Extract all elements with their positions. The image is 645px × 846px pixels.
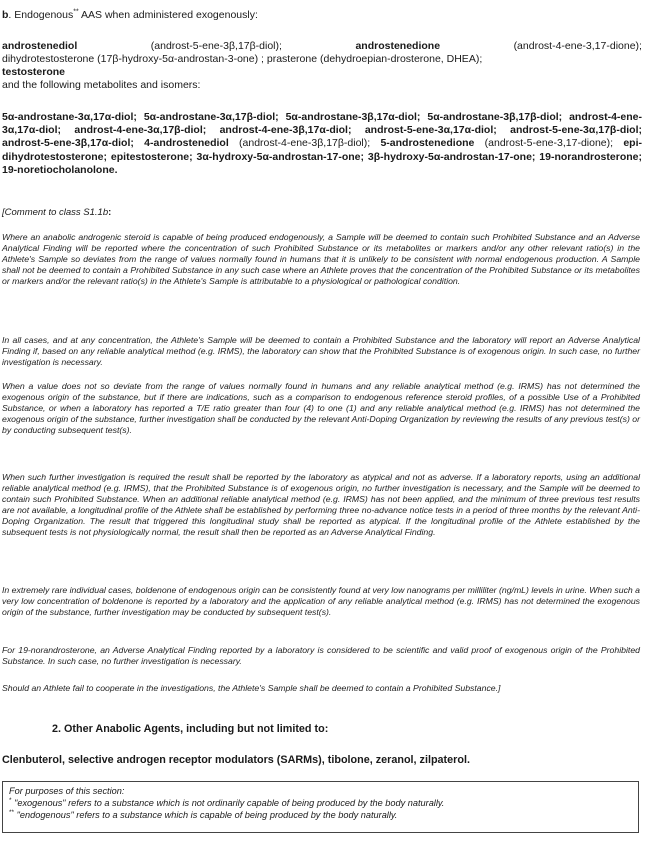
substance-testosterone: testosterone <box>2 66 66 78</box>
substance-row-1 <box>2 40 642 53</box>
footnote-intro: For purposes of this section: <box>9 786 125 796</box>
substance-androstenediol: androstenediol <box>2 40 78 52</box>
comment-paragraph: Should an Athlete fail to cooperate in the investigations, the Athlete's Sample shall be deemed to contain a Prohibited Substance.] <box>2 683 501 693</box>
isomer-4-androstenediol: 4-androstenediol <box>144 137 229 150</box>
footnote-marker-2: ** <box>9 808 15 816</box>
comment-paragraph: When such further investigation is required the result shall be reported by the laboratory as atypical and not as adverse. If a laboratory reports, using an additional reliable analytical method (e.g. IRMS), that the Prohibited Substance is of exogenous origin, no further investigation is necessary, and the Sample will be deemed to contain such Prohibited Substance. When an additional reliable analytical method (e.g. IRMS) has not been applied, and the minimum of three previous test results are not available, a longitudinal profile of the Athlete shall be established by performing three no-advance notice tests in a period of three months by the relevant Anti-Doping Organization. The result that triggered this longitudinal study shall be reported as atypical. If the longitudinal profile of the Athlete established by the subsequent tests is not physiologically normal, the result shall then be reported as an Adverse Analytical Finding. <box>2 472 640 538</box>
chem-5-androstenedione: (androst-5-ene-3,17-dione); <box>474 137 624 150</box>
chem-dihydrotestosterone: (17β-hydroxy-5α-androstan-3-one) <box>97 53 259 65</box>
isomer-5-androstenedione: 5-androstenedione <box>380 137 475 150</box>
substance-dihydrotestosterone: dihydrotestosterone <box>2 53 95 65</box>
chem-androstenedione: (androst-4-ene-3,17-dione); <box>513 40 642 52</box>
heading-marker: ** <box>73 8 79 16</box>
comment-paragraph: In all cases, and at any concentration, the Athlete's Sample will be deemed to contain a Prohibited Substance and the laboratory will report an Adverse Analytical Finding if, based on any reliable analytical method (e.g. IRMS), the laboratory can show that the Prohibited Substance is of exogenous origin. In such case, no further investigation is necessary. <box>2 335 640 368</box>
substance-prasterone: prasterone <box>266 53 318 65</box>
section-heading-b <box>2 8 258 22</box>
comment-title: [Comment to class S1.1b: <box>2 207 112 218</box>
comment-paragraph: For 19-norandrosterone, an Adverse Analytical Finding reported by a laboratory is considered to be scientific and valid proof of exogenous origin of the Prohibited Substance. In such case, no further investigation is necessary. <box>2 645 640 667</box>
substance-list <box>2 40 642 92</box>
footnote-exogenous: * "exogenous" refers to a substance which is not ordinarily capable of being produced by the body naturally. <box>9 796 445 808</box>
section-2-substance-list: Clenbuterol, selective androgen receptor modulators (SARMs), tibolone, zeranol, zilpaterol. <box>2 754 470 766</box>
footnote-endogenous: ** "endogenous" refers to a substance which is capable of being produced by the body naturally. <box>9 808 398 820</box>
comment-paragraph: When a value does not so deviate from the range of values normally found in humans and any reliable analytical method (e.g. IRMS) has not determined the exogenous origin of the substance, but if there are indications, such as a comparison to endogenous reference steroid profiles, of a possible Use of a Prohibited Substance, or when a laboratory has reported a T/E ratio greater than four (4) to one (1) and any reliable analytical method (e.g. IRMS) has not determined the exogenous origin of the substance, further investigation shall be conducted by the relevant Anti-Doping Organization by reviewing the results of any previous test(s) or by conducting subsequent test(s). <box>2 381 640 436</box>
heading-letter: b <box>2 9 9 21</box>
chem-androstenediol: (androst-5-ene-3β,17β-diol); <box>150 40 282 52</box>
metabolites-isomers-list <box>2 111 642 177</box>
isomers-part-1: 5α-androstane-3α,17α-diol; 5α-androstane-3α,17β-diol; 5α-androstane-3β,17α-diol; 5α-androstane-3β,17β-diol; androst-4-ene-3α,17α-diol; androst-4-ene-3α,17β-diol; androst-4-ene-3β,17α-diol; androst-5-ene-3α,17α-diol; androst-5-ene-3α,17β-diol; androst-5-ene-3β,17α-diol; <box>2 111 642 150</box>
chem-prasterone: (dehydroepian-drosterone, DHEA); <box>319 53 483 65</box>
substance-androstenedione: androstenedione <box>355 40 441 52</box>
chem-4-androstenediol: (androst-4-ene-3β,17β-diol); <box>228 137 381 150</box>
footnote-marker-1: * <box>9 796 12 804</box>
heading-text-after: AAS when administered exogenously: <box>78 9 258 21</box>
heading-text-before: . Endogenous <box>8 9 74 21</box>
isomers-part-2: epi-dihydrotestosterone; epitestosterone; 3α-hydroxy-5α-androstan-17-one; 3β-hydroxy-5α-androstan-17-one; 19-norandrosterone; 19-noretiocholanolone. <box>2 137 642 176</box>
section-2-heading: 2. Other Anabolic Agents, including but not limited to: <box>52 723 329 735</box>
substance-separator: ; <box>261 53 264 65</box>
footnote-box <box>2 781 639 833</box>
substance-row-2 <box>2 53 642 66</box>
comment-paragraph: In extremely rare individual cases, boldenone of endogenous origin can be consistently found at very low nanograms per milliliter (ng/mL) levels in urine. When such a very low concentration of boldenone is reported by a laboratory and the application of any reliable analytical method (e.g. IRMS) has not determined the exogenous origin of the substance, further investigation may be conducted by subsequent test(s). <box>2 585 640 618</box>
metabolites-intro: and the following metabolites and isomers: <box>2 79 201 91</box>
comment-paragraph: Where an anabolic androgenic steroid is capable of being produced endogenously, a Sample will be deemed to contain such Prohibited Substance and an Adverse Analytical Finding will be reported where the concentration of such Prohibited Substance or its metabolites or markers and/or any other relevant ratio(s) in the Athlete's Sample so deviates from the range of values normally found in humans that it is unlikely to be consistent with normal endogenous production. A Sample shall not be deemed to contain a Prohibited Substance in any such case where an Athlete proves that the concentration of the Prohibited Substance or its metabolites or markers and/or the relevant ratio(s) in the Athlete's Sample is attributable to a physiological or pathological condition. <box>2 232 640 287</box>
